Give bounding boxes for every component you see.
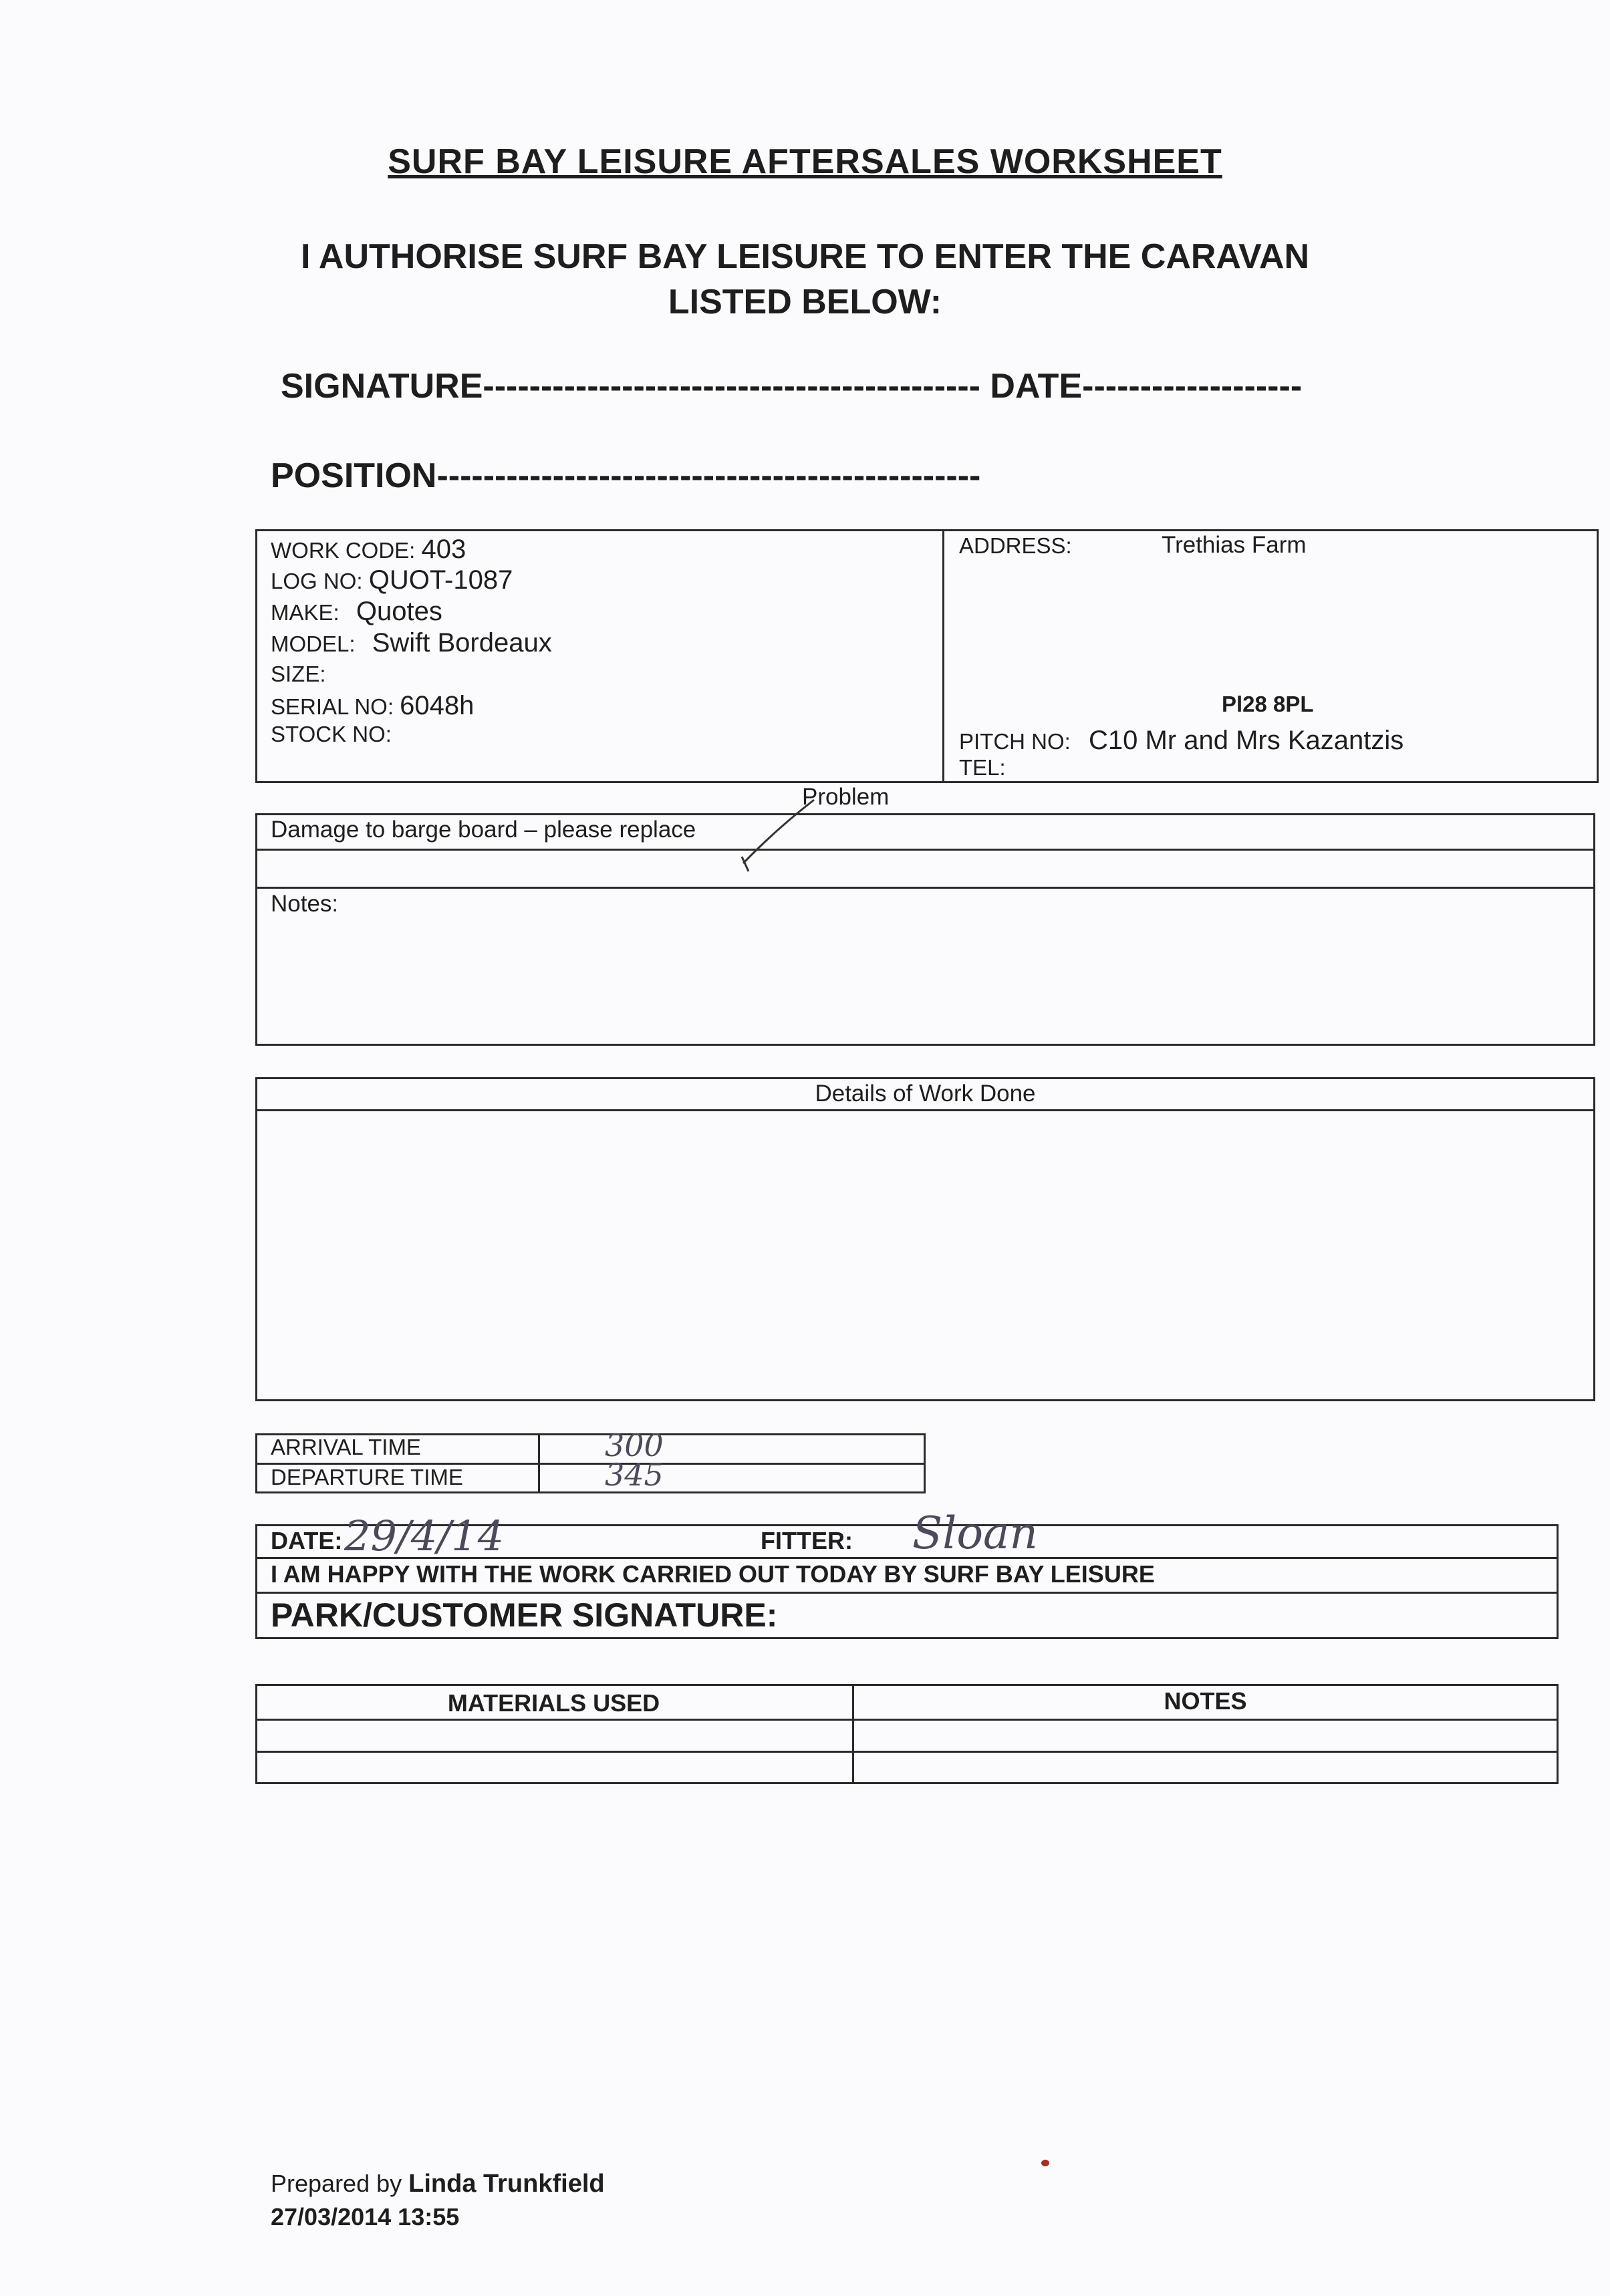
work-code-value: 403 [421, 535, 466, 564]
size-label: SIZE: [271, 662, 326, 686]
tel-label: TEL: [959, 755, 1006, 780]
times-col-divider [538, 1433, 540, 1493]
page-title: SURF BAY LEISURE AFTERSALES WORKSHEET [388, 142, 1222, 181]
problem-heading: Problem [802, 784, 890, 810]
serial-no-field [271, 691, 474, 721]
problem-row-divider-1 [255, 849, 1595, 851]
materials-row-divider-2 [255, 1751, 1559, 1753]
scan-speck [1041, 2160, 1049, 2166]
authorisation-statement [0, 234, 1610, 325]
stock-no-label: STOCK NO: [271, 722, 392, 746]
model-field [271, 628, 552, 658]
make-label: MAKE: [271, 600, 340, 625]
make-field [271, 597, 442, 627]
arrival-time-label: ARRIVAL TIME [271, 1435, 421, 1459]
details-divider [942, 529, 944, 783]
prepared-timestamp: 27/03/2014 13:55 [271, 2203, 460, 2231]
materials-row-divider-1 [255, 1719, 1559, 1721]
authorisation-line-2: LISTED BELOW: [668, 283, 942, 321]
work-code-label: WORK CODE: [271, 538, 416, 563]
pitch-no-field [959, 726, 1403, 756]
prepared-by-label: Prepared by [271, 2170, 402, 2197]
satisfaction-statement: I AM HAPPY WITH THE WORK CARRIED OUT TODAY BY SURF BAY LEISURE [271, 1560, 1155, 1588]
serial-no-value: 6048h [400, 691, 475, 720]
model-label: MODEL: [271, 631, 356, 656]
size-field [271, 662, 326, 687]
date-label: DATE: [271, 1527, 343, 1554]
work-done-header-divider [255, 1109, 1595, 1111]
departure-time-handwritten: 345 [605, 1457, 664, 1493]
work-code-field [271, 535, 466, 565]
pitch-no-label: PITCH NO: [959, 729, 1071, 754]
notes-label: Notes: [271, 891, 339, 917]
prepared-by-name: Linda Trunkfield [408, 2170, 605, 2198]
arrival-time-handwritten: 300 [605, 1427, 664, 1463]
departure-time-label: DEPARTURE TIME [271, 1465, 463, 1489]
problem-description: Damage to barge board – please replace [271, 817, 696, 843]
prepared-by [271, 2170, 605, 2198]
signature-date-line: SIGNATURE------------------------------------------- DATE------------------- [281, 367, 1303, 406]
work-done-box [255, 1077, 1595, 1401]
fitter-label: FITTER: [761, 1527, 853, 1554]
make-value: Quotes [356, 597, 442, 626]
log-no-value: QUOT-1087 [368, 565, 513, 595]
authorisation-line-1: I AUTHORISE SURF BAY LEISURE TO ENTER THE CARAVAN [300, 237, 1310, 276]
log-no-field [271, 565, 513, 595]
date-handwritten: 29/4/14 [344, 1512, 505, 1560]
materials-notes-header: NOTES [1164, 1687, 1247, 1715]
fitter-signature-handwritten: Sloan [912, 1508, 1038, 1559]
pitch-no-value: C10 Mr and Mrs Kazantzis [1089, 726, 1404, 755]
serial-no-label: SERIAL NO: [271, 694, 394, 719]
materials-used-header: MATERIALS USED [447, 1689, 660, 1717]
problem-row-divider-2 [255, 887, 1595, 889]
log-no-label: LOG NO: [271, 569, 363, 593]
signoff-row-divider-2 [255, 1592, 1559, 1594]
position-line: POSITION----------------------------------------------- [271, 456, 981, 495]
model-value: Swift Bordeaux [372, 628, 552, 658]
check-mark-icon [735, 790, 822, 877]
address-value: Trethias Farm [1162, 532, 1307, 558]
work-done-heading: Details of Work Done [815, 1081, 1036, 1107]
stock-no-field [271, 722, 392, 747]
address-label: ADDRESS: [959, 533, 1072, 558]
postcode-value: Pl28 8PL [1222, 692, 1314, 716]
customer-signature-label: PARK/CUSTOMER SIGNATURE: [271, 1596, 778, 1634]
